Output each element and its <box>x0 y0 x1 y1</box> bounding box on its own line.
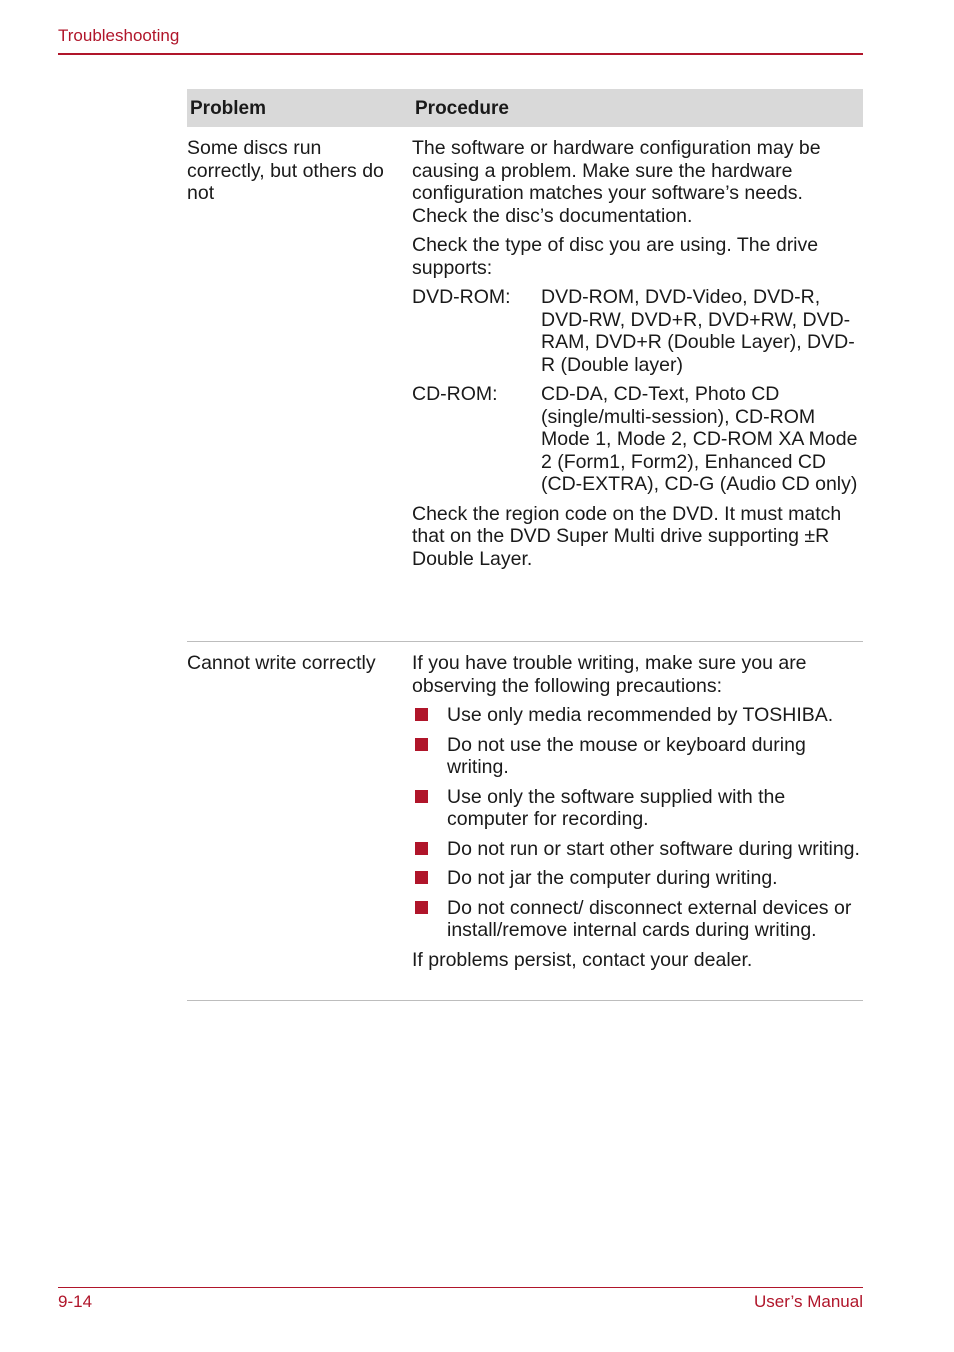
procedure-paragraph: Check the type of disc you are using. The drive supports: <box>412 234 819 279</box>
procedure-cell <box>412 642 863 971</box>
problem-cell: Cannot write correctly <box>187 652 376 674</box>
bullet-square-icon <box>415 901 428 914</box>
list-item <box>412 838 863 861</box>
list-item <box>412 734 863 779</box>
disc-type-label: CD-ROM: <box>412 383 498 405</box>
footer-divider <box>58 1287 863 1288</box>
list-item-text: Do not connect/ disconnect external devices or install/remove internal cards during writing. <box>447 896 852 941</box>
disc-type-value: DVD-ROM, DVD-Video, DVD-R, DVD-RW, DVD+R, DVD+RW, DVD-RAM, DVD+R (Double Layer), DVD-R (Double layer) <box>541 286 855 376</box>
list-item-text: Do not run or start other software during writing. <box>447 837 860 860</box>
list-item <box>412 867 863 890</box>
bullet-square-icon <box>415 842 428 855</box>
list-item-text: Do not use the mouse or keyboard during writing. <box>447 733 806 778</box>
page-number: 9-14 <box>58 1292 93 1311</box>
troubleshooting-table <box>187 89 863 1001</box>
disc-type-entry <box>412 383 863 496</box>
manual-title: User’s Manual <box>754 1292 863 1311</box>
problem-cell: Some discs run correctly, but others do not <box>187 137 384 204</box>
list-item <box>412 897 863 942</box>
procedure-paragraph: If you have trouble writing, make sure you are observing the following precautions: <box>412 652 807 697</box>
page-header-title: Troubleshooting <box>58 26 180 45</box>
procedure-paragraph: If problems persist, contact your dealer. <box>412 948 753 971</box>
procedure-paragraph: The software or hardware configuration may be causing a problem. Make sure the hardware configuration matches your software’s needs. Check the disc’s documentation. <box>412 137 821 227</box>
bullet-square-icon <box>415 790 428 803</box>
list-item-text: Do not jar the computer during writing. <box>447 867 778 889</box>
table-header <box>187 89 863 127</box>
column-header-problem: Problem <box>190 98 267 119</box>
disc-type-label: DVD-ROM: <box>412 286 511 308</box>
bullet-square-icon <box>415 871 428 884</box>
procedure-paragraph: Check the region code on the DVD. It must match that on the DVD Super Multi drive supporting ±R Double Layer. <box>412 502 842 570</box>
column-header-procedure: Procedure <box>415 98 509 119</box>
list-item-text: Use only the software supplied with the computer for recording. <box>447 785 786 830</box>
bullet-square-icon <box>415 708 428 721</box>
table-row <box>187 642 863 1001</box>
table-row <box>187 127 863 642</box>
list-item <box>412 704 863 727</box>
header-divider <box>58 53 863 55</box>
list-item-text: Use only media recommended by TOSHIBA. <box>447 704 834 726</box>
disc-type-value: CD-DA, CD-Text, Photo CD (single/multi-session), CD-ROM Mode 1, Mode 2, CD-ROM XA Mode 2 (Form1, Form2), Enhanced CD (CD-EXTRA), CD-G (Audio CD only) <box>541 383 858 495</box>
procedure-cell <box>412 127 863 570</box>
bullet-square-icon <box>415 738 428 751</box>
list-item <box>412 786 863 831</box>
disc-type-entry <box>412 286 863 376</box>
